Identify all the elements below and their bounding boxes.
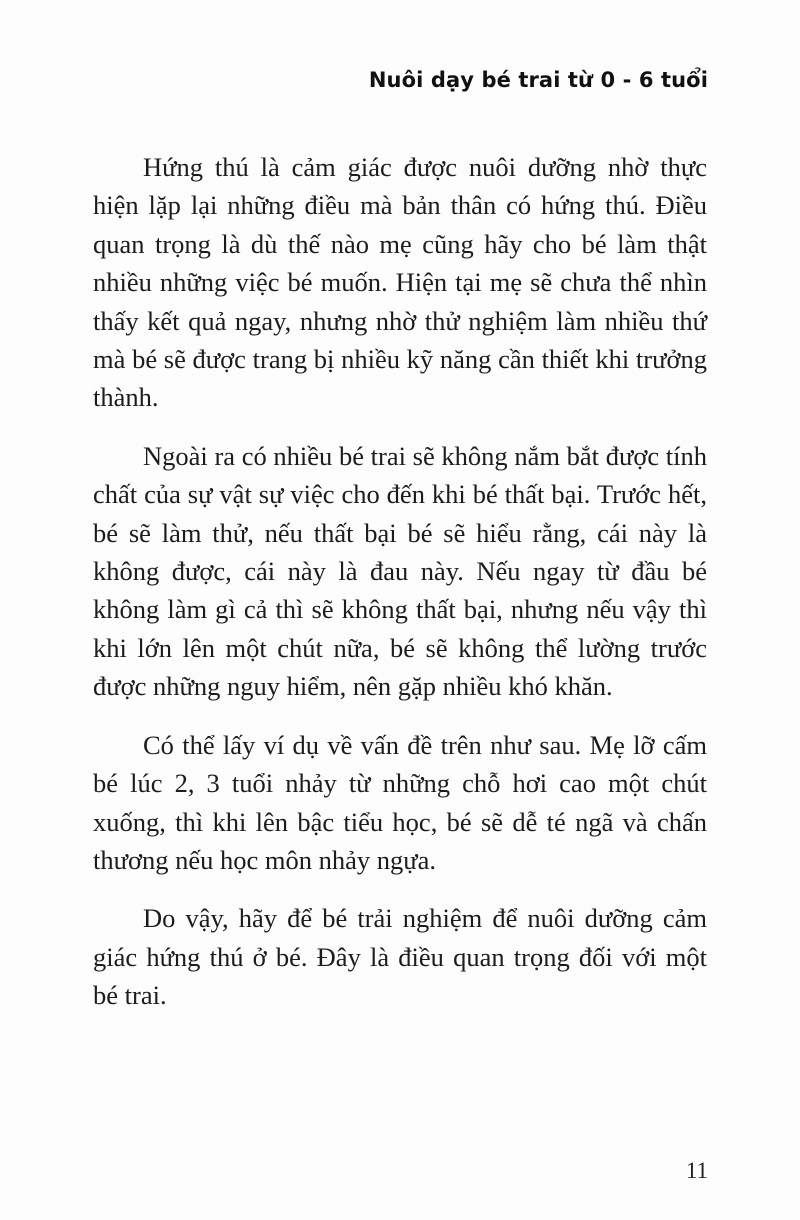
paragraph-3: Có thể lấy ví dụ về vấn đề trên như sau. Mẹ lỡ cấm bé lúc 2, 3 tuổi nhảy từ những chỗ hơi cao một chút xuống, thì khi lên bậc tiểu học, bé sẽ dễ té ngã và chấn thương nếu học môn nhảy ngựa. (93, 729, 707, 875)
page-number: 11 (685, 1158, 708, 1183)
paragraph-4: Do vậy, hãy để bé trải nghiệm để nuôi dưỡng cảm giác hứng thú ở bé. Đây là điều quan trọng đối với một bé trai. (93, 903, 707, 1011)
paragraph-1: Hứng thú là cảm giác được nuôi dưỡng nhờ thực hiện lặp lại những điều mà bản thân có hứng thú. Điều quan trọng là dù thế nào mẹ cũng hãy cho bé làm thật nhiều những việc bé muốn. Hiện tại mẹ sẽ chưa thể nhìn thấy kết quả ngay, nhưng nhờ thử nghiệm làm nhiều thứ mà bé sẽ được trang bị nhiều kỹ năng cần thiết khi trưởng thành. (93, 152, 707, 413)
body-text (93, 148, 707, 1015)
running-header-title: Nuôi dạy bé trai từ 0 - 6 tuổi (368, 68, 708, 92)
paragraph-2: Ngoài ra có nhiều bé trai sẽ không nắm bắt được tính chất của sự vật sự việc cho đến khi bé thất bại. Trước hết, bé sẽ làm thử, nếu thất bại bé sẽ hiểu rằng, cái này là không được, cái này là đau này. Nếu ngay từ đầu bé không làm gì cả thì sẽ không thất bại, nhưng nếu vậy thì khi lớn lên một chút nữa, bé sẽ không thể lường trước được những nguy hiểm, nên gặp nhiều khó khăn. (93, 440, 707, 702)
